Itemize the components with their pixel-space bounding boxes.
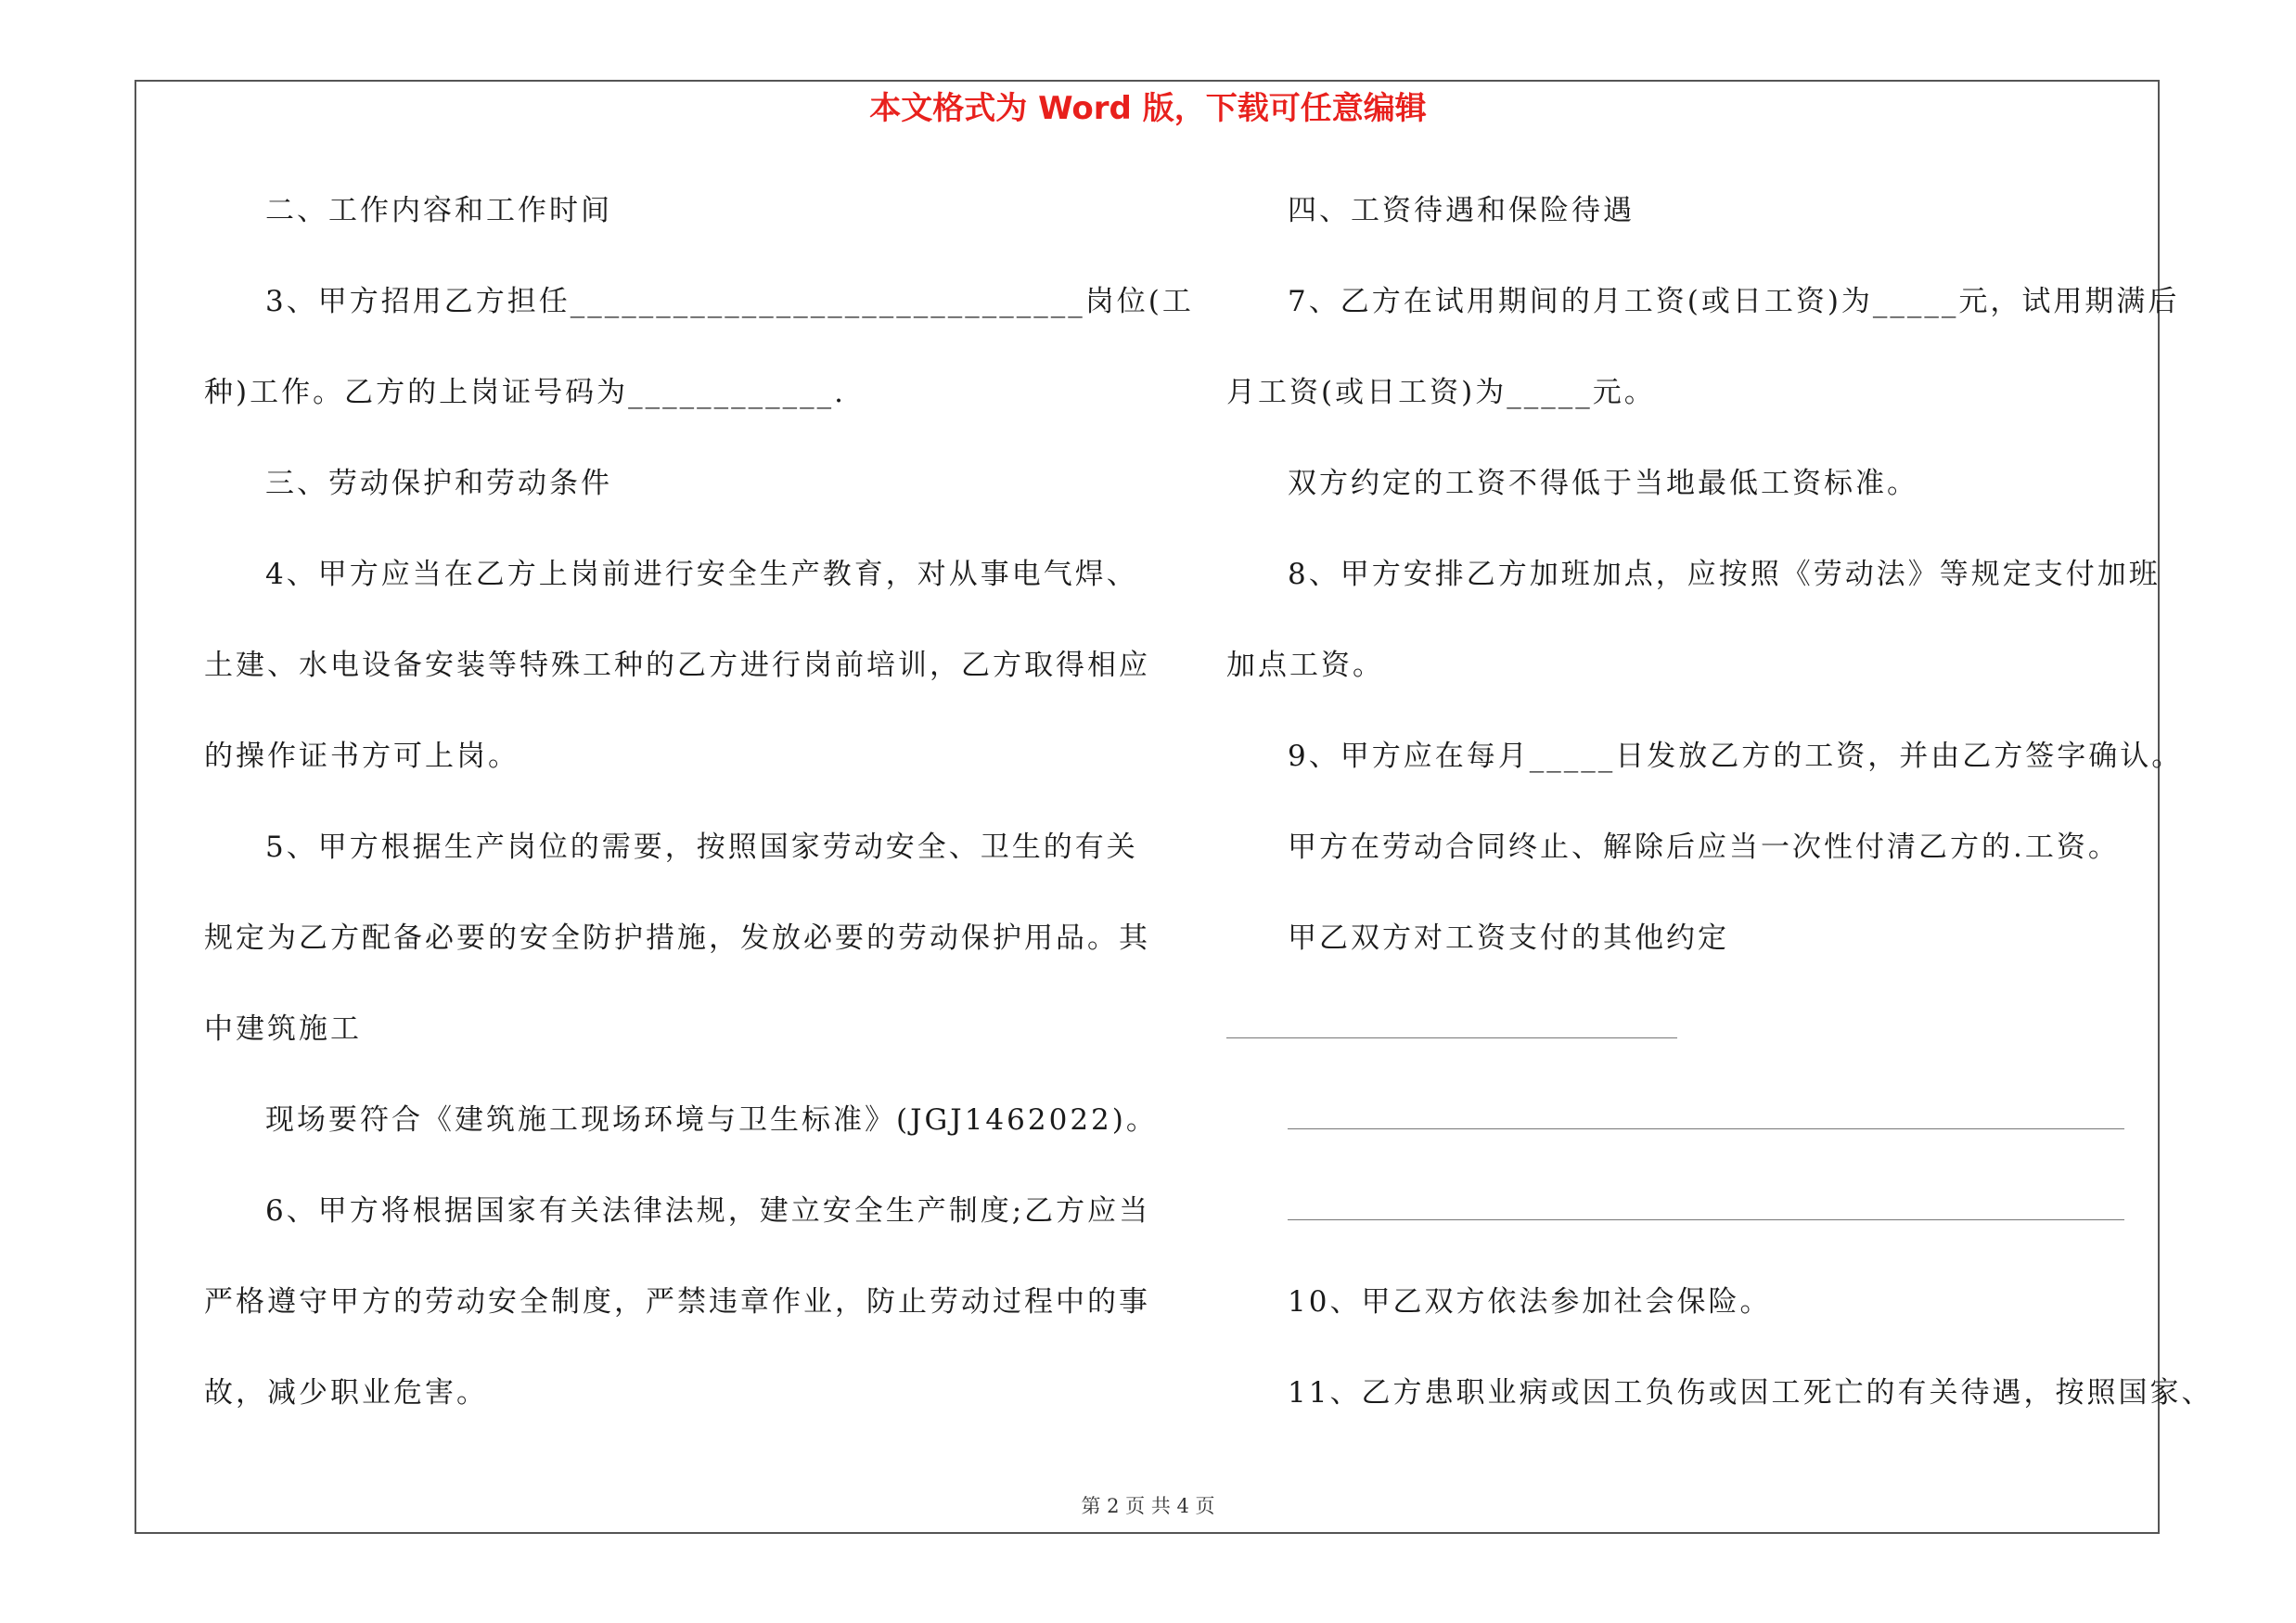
paragraph-line: 甲方在劳动合同终止、解除后应当一次性付清乙方的.工资。 [1288, 831, 2120, 864]
paragraph-line: 10、甲乙双方依法参加社会保险。 [1288, 1285, 1772, 1319]
paragraph-line: 双方约定的工资不得低于当地最低工资标准。 [1288, 467, 1918, 500]
paragraph-line: 故，减少职业危害。 [204, 1376, 488, 1410]
paragraph-line: 现场要符合《建筑施工现场环境与卫生标准》(JGJ1462022)。 [265, 1103, 1158, 1137]
blank-fill-line [1226, 1091, 2163, 1182]
blank-fill-line [1226, 1000, 2163, 1091]
paragraph-line: 三、劳动保护和劳动条件 [265, 467, 612, 500]
paragraph-line: 甲乙双方对工资支付的其他约定 [1288, 921, 1729, 955]
underline-rule [1226, 1037, 1677, 1038]
paragraph-line: 规定为乙方配备必要的安全防护措施，发放必要的劳动保护用品。其 [204, 921, 1150, 955]
paragraph-line: 7、乙方在试用期间的月工资(或日工资)为_____元，试用期满后 [1288, 285, 2180, 318]
paragraph-line: 中建筑施工 [204, 1012, 362, 1046]
paragraph-line: 严格遵守甲方的劳动安全制度，严禁违章作业，防止劳动过程中的事 [204, 1285, 1150, 1319]
page-number-footer: 第 2 页 共 4 页 [1081, 1495, 1215, 1517]
paragraph-line: 5、甲方根据生产岗位的需要，按照国家劳动安全、卫生的有关 [265, 831, 1138, 864]
paragraph-line: 8、甲方安排乙方加班加点，应按照《劳动法》等规定支付加班 [1288, 558, 2161, 591]
paragraph-line: 3、甲方招用乙方担任______________________________岗位(工 [265, 285, 1194, 318]
right-column [1226, 182, 2213, 1455]
left-column [204, 182, 1194, 1455]
blank-fill-line [1226, 1182, 2163, 1273]
paragraph-line: 二、工作内容和工作时间 [265, 194, 612, 227]
paragraph-line: 月工资(或日工资)为_____元。 [1226, 376, 1656, 409]
paragraph-line: 4、甲方应当在乙方上岗前进行安全生产教育，对从事电气焊、 [265, 558, 1138, 591]
underline-rule [1288, 1219, 2124, 1220]
paragraph-line: 11、乙方患职业病或因工负伤或因工死亡的有关待遇，按照国家、 [1288, 1376, 2213, 1410]
paragraph-line: 土建、水电设备安装等特殊工种的乙方进行岗前培训，乙方取得相应 [204, 649, 1150, 682]
paragraph-line: 6、甲方将根据国家有关法律法规，建立安全生产制度;乙方应当 [265, 1194, 1151, 1228]
paragraph-line: 加点工资。 [1226, 649, 1384, 682]
paragraph-line: 的操作证书方可上岗。 [204, 740, 519, 773]
underline-rule [1288, 1128, 2124, 1129]
paragraph-line: 9、甲方应在每月_____日发放乙方的工资，并由乙方签字确认。 [1288, 740, 2184, 773]
paragraph-line: 种)工作。乙方的上岗证号码为____________. [204, 376, 846, 409]
editable-notice-banner: 本文格式为 Word 版，下载可任意编辑 [869, 90, 1427, 127]
paragraph-line: 四、工资待遇和保险待遇 [1288, 194, 1635, 227]
